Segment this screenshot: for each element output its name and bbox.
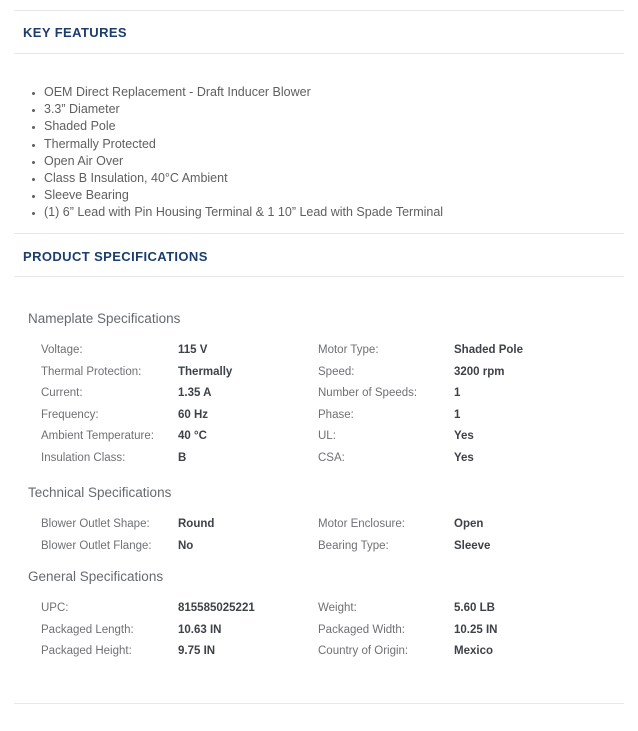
key-features-title: KEY FEATURES	[23, 25, 128, 40]
spec-row	[41, 447, 624, 469]
spec-value: Yes	[454, 451, 474, 464]
spec-value: Sleeve	[454, 539, 491, 552]
spec-value: 1	[454, 408, 461, 421]
spec-value: Shaded Pole	[454, 344, 524, 357]
spec-value: 10.25 IN	[454, 623, 498, 636]
feature-item: • Open Air Over	[44, 153, 624, 170]
spec-label: Insulation Class:	[41, 451, 126, 464]
spec-label: Packaged Width:	[318, 623, 405, 636]
product-specifications-title: PRODUCT SPECIFICATIONS	[23, 248, 208, 264]
spec-label: Weight:	[318, 602, 357, 615]
spec-label: Bearing Type:	[318, 539, 389, 552]
spec-value: 60 Hz	[178, 408, 209, 421]
spec-label: Number of Speeds:	[318, 387, 418, 400]
spec-value: 115 V	[178, 344, 208, 357]
divider	[14, 10, 624, 11]
spec-row	[41, 383, 624, 405]
spec-value: Mexico	[454, 645, 493, 658]
feature-item: • 3.3” Diameter	[44, 101, 624, 118]
spec-row	[41, 535, 624, 557]
subheading-nameplate-specifications: Nameplate Specifications	[28, 310, 181, 326]
spec-value: Thermally	[178, 365, 233, 378]
spec-value: Yes	[454, 430, 474, 443]
spec-label: UL:	[318, 430, 336, 443]
spec-label: Current:	[41, 387, 83, 400]
spec-label: CSA:	[318, 451, 345, 464]
spec-label: Ambient Temperature:	[41, 430, 154, 443]
divider	[14, 276, 624, 277]
general-specifications-table	[41, 598, 624, 663]
spec-label: Thermal Protection:	[41, 365, 142, 378]
spec-row	[41, 514, 624, 536]
divider	[14, 233, 624, 234]
spec-row	[41, 641, 624, 663]
spec-label: Packaged Height:	[41, 645, 132, 658]
spec-value: 5.60 LB	[454, 602, 495, 615]
feature-item: • Class B Insulation, 40°C Ambient	[44, 170, 624, 187]
spec-label: Blower Outlet Shape:	[41, 518, 150, 531]
spec-value: 815585025221	[178, 602, 255, 615]
key-features-list	[0, 84, 624, 222]
spec-label: Blower Outlet Flange:	[41, 539, 152, 552]
spec-label: Phase:	[318, 408, 354, 421]
spec-row	[41, 361, 624, 383]
feature-item: • Sleeve Bearing	[44, 187, 624, 204]
feature-item: • OEM Direct Replacement - Draft Inducer Blower	[44, 84, 624, 101]
product-spec-page	[0, 10, 638, 731]
spec-value: 1.35 A	[178, 387, 212, 400]
spec-label: Voltage:	[41, 344, 83, 357]
spec-value: Round	[178, 518, 215, 531]
nameplate-specifications-table	[41, 340, 624, 469]
spec-row	[41, 340, 624, 362]
spec-value: 40 °C	[178, 430, 207, 443]
spec-value: 1	[454, 387, 461, 400]
spec-label: UPC:	[41, 602, 69, 615]
spec-row	[41, 426, 624, 448]
spec-label: Country of Origin:	[318, 645, 409, 658]
spec-value: B	[178, 451, 187, 464]
spec-value: Open	[454, 518, 484, 531]
technical-specifications-table	[41, 514, 624, 557]
spec-row	[41, 404, 624, 426]
spec-value: 9.75 IN	[178, 645, 216, 658]
feature-item: • (1) 6” Lead with Pin Housing Terminal & 1 10” Lead with Spade Terminal	[44, 204, 624, 221]
spec-value: 3200 rpm	[454, 365, 505, 378]
spec-value: 10.63 IN	[178, 623, 222, 636]
feature-item: • Thermally Protected	[44, 136, 624, 153]
divider	[14, 53, 624, 54]
spec-label: Motor Enclosure:	[318, 518, 405, 531]
spec-label: Speed:	[318, 365, 355, 378]
spec-value: No	[178, 539, 194, 552]
subheading-technical-specifications: Technical Specifications	[28, 484, 172, 500]
feature-item: • Shaded Pole	[44, 118, 624, 135]
divider	[14, 703, 624, 704]
spec-row	[41, 598, 624, 620]
spec-row	[41, 619, 624, 641]
spec-label: Packaged Length:	[41, 623, 134, 636]
spec-label: Motor Type:	[318, 344, 379, 357]
spec-label: Frequency:	[41, 408, 99, 421]
subheading-general-specifications: General Specifications	[28, 568, 164, 584]
